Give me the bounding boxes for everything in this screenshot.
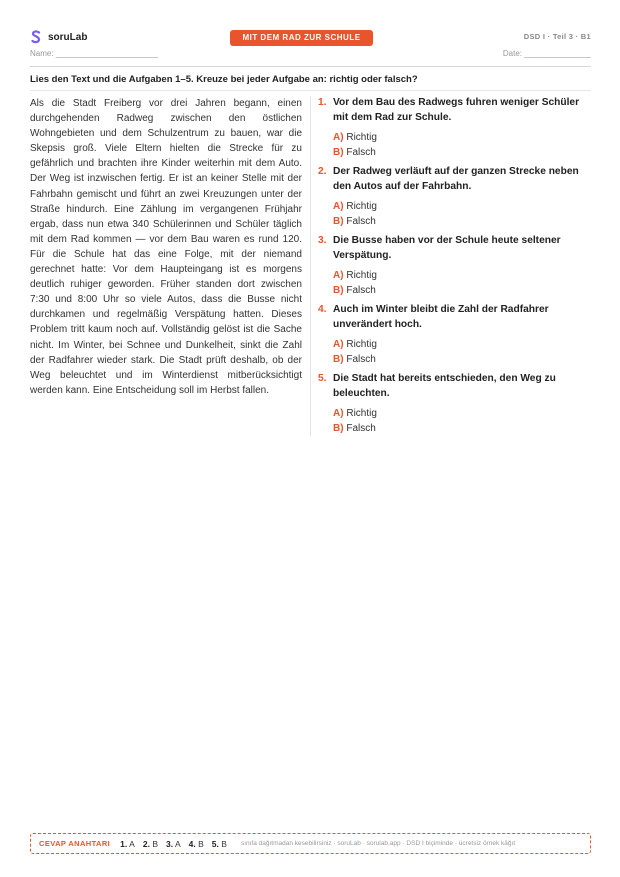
brand-name: soruLab — [48, 31, 88, 43]
answer-key-item — [212, 839, 227, 849]
option-b[interactable] — [333, 352, 591, 367]
column-divider — [310, 96, 311, 436]
answer-key-number: 2. — [142, 838, 150, 849]
question-item — [318, 303, 591, 367]
sorulab-logo-icon — [30, 30, 42, 44]
option-a[interactable] — [333, 268, 591, 283]
option-text: Richtig — [346, 339, 377, 350]
option-letter: A) — [333, 132, 344, 143]
question-number: 2. — [318, 166, 327, 177]
answer-key-item — [189, 839, 204, 849]
option-text: Richtig — [346, 408, 377, 419]
option-b[interactable] — [333, 145, 591, 160]
question-text: Vor dem Bau des Radwegs fuhren weniger Schüler mit dem Rad zur Schule. — [333, 97, 580, 123]
question-text: Die Busse haben vor der Schule heute seltener Verspätung. — [333, 235, 561, 261]
exam-info: DSD I · Teil 3 · B1 — [523, 32, 591, 41]
option-a[interactable] — [333, 130, 591, 145]
question-list — [318, 96, 591, 441]
option-text: Richtig — [346, 201, 377, 212]
answer-key-number: 4. — [188, 838, 196, 849]
question-number: 1. — [318, 97, 327, 108]
answer-key-number: 3. — [165, 838, 174, 849]
option-text: Falsch — [346, 423, 376, 434]
instruction-divider — [30, 90, 591, 91]
answer-key-value: A — [129, 838, 135, 849]
footer-note: sınıfa dağıtmadan kesebilirsiniz · soruLab · sorulab.app · DSD I biçiminde · ücretsiz örnek kâğıt — [240, 840, 516, 847]
reading-passage: Als die Stadt Freiberg vor drei Jahren begann, einen durchgehenden Radweg zwischen den östlichen Wohngebieten und dem Schulzentrum zu bauen, war die Skepsis groß. Viele Eltern hielten die Strecke für zu gefährlich und brachten ihre Kinder weiterhin mit dem Auto. Der Weg ist inzwischen fertig. Er ist an keiner Stelle mit der Fahrbahn gemischt und führt an zwei Kreuzungen unter der Straße hindurch. Eine Zählung im vergangenen Frühjahr ergab, dass nun etwa 340 Schülerinnen und Schüler täglich mit dem Rad kommen — vor dem Bau waren es rund 120. Für die Schule hat das eine Folge, mit der niemand gerechnet hatte: Vor dem Haupteingang ist es morgens deutlich ruhiger geworden. Früher standen dort zwischen 7:30 und 8:00 Uhr so viele Autos, dass die Busse nicht durchkamen und regelmäßig Verspätung hatten. Dieses Problem tritt kaum noch auf. Vollständig gelöst ist die Sache nicht. Im Winter, bei Schnee und Dunkelheit, sinkt die Zahl der Radfahrer wieder stark. Die Stadt prüft deshalb, ob der Weg beleuchtet und im Winterdienst mitberücksichtigt werden kann. Eine Entscheidung soll im Herbst fallen. — [30, 98, 302, 396]
answer-key-value: B — [152, 838, 158, 849]
answer-key-value: B — [198, 838, 204, 849]
task-instruction: Lies den Text und die Aufgaben 1–5. Kreuze bei jeder Aufgabe an: richtig oder falsch? — [30, 74, 418, 85]
question-item — [318, 372, 591, 436]
date-field: Date: _______________ — [502, 49, 591, 58]
answer-key-item — [166, 839, 181, 849]
option-text: Falsch — [346, 216, 376, 227]
answer-key-number: 1. — [120, 838, 128, 849]
option-a[interactable] — [333, 199, 591, 214]
header-divider — [30, 66, 591, 67]
option-letter: B) — [333, 354, 344, 365]
question-item — [318, 165, 591, 229]
option-a[interactable] — [333, 337, 591, 352]
question-item — [318, 96, 591, 160]
option-a[interactable] — [333, 406, 591, 421]
option-letter: A) — [333, 201, 344, 212]
question-text: Der Radweg verläuft auf der ganzen Strecke neben den Autos auf der Fahrbahn. — [333, 166, 579, 192]
answer-key-item — [143, 839, 158, 849]
option-text: Richtig — [346, 132, 377, 143]
answer-key-value: B — [221, 838, 227, 849]
name-field: Name: _______________________ — [30, 49, 159, 58]
answer-key-item — [120, 839, 135, 849]
option-letter: B) — [333, 147, 344, 158]
page-header — [30, 30, 591, 62]
brand — [30, 30, 87, 44]
answer-key-label: CEVAP ANAHTARI — [39, 839, 111, 848]
option-text: Falsch — [346, 354, 376, 365]
option-b[interactable] — [333, 214, 591, 229]
option-letter: B) — [333, 423, 344, 434]
option-text: Falsch — [346, 147, 376, 158]
option-letter: B) — [333, 216, 344, 227]
option-text: Richtig — [346, 270, 377, 281]
question-item — [318, 234, 591, 298]
option-letter: B) — [333, 285, 344, 296]
option-text: Falsch — [346, 285, 376, 296]
answer-key-number: 5. — [211, 838, 219, 849]
option-b[interactable] — [333, 421, 591, 436]
question-number: 3. — [318, 235, 327, 246]
question-text: Auch im Winter bleibt die Zahl der Radfahrer unverändert hoch. — [333, 304, 549, 330]
question-text: Die Stadt hat bereits entschieden, den Weg zu beleuchten. — [333, 373, 556, 399]
worksheet-title: MIT DEM RAD ZUR SCHULE — [230, 30, 373, 46]
question-number: 5. — [318, 373, 327, 384]
option-letter: A) — [333, 339, 344, 350]
answer-key-value: A — [174, 838, 181, 849]
option-letter: A) — [333, 270, 344, 281]
answer-key — [30, 833, 591, 854]
question-number: 4. — [318, 304, 327, 315]
option-letter: A) — [333, 408, 344, 419]
option-b[interactable] — [333, 283, 591, 298]
